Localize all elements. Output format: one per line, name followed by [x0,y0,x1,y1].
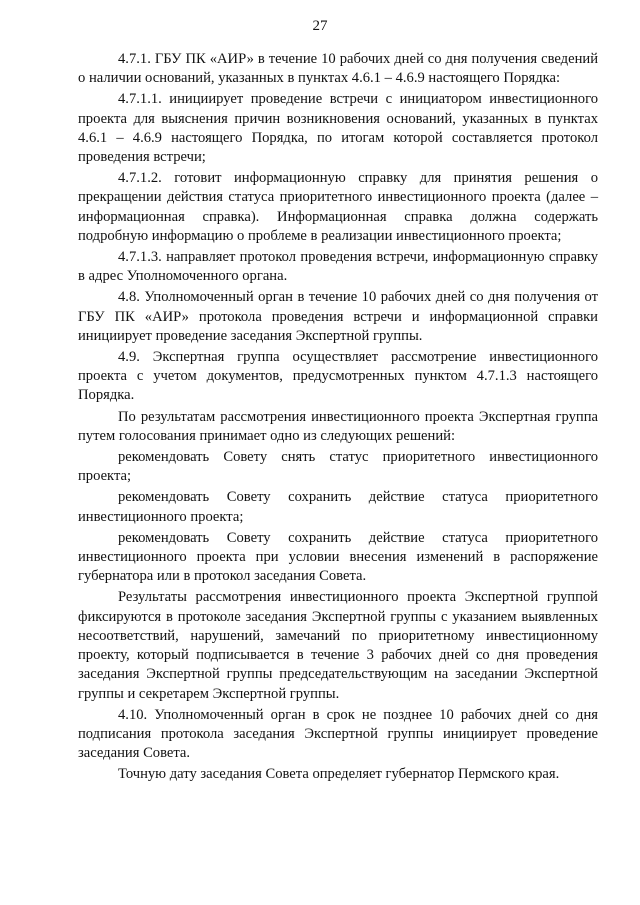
paragraph-4-7-1-2: 4.7.1.2. готовит информационную справку для принятия решения о прекращении действия статуса приоритетного инвестиционного проекта (далее – информационная справка). Информационная справка должна содержать подробную информацию о проблеме в реализации инвестиционного проекта; [78,170,598,244]
paragraph-4-8: 4.8. Уполномоченный орган в течение 10 рабочих дней со дня получения от ГБУ ПК «АИР» протокола проведения встречи и информационной справки инициирует проведение заседания Экспертной группы. [78,289,598,344]
paragraph-decision-remove-status: рекомендовать Совету снять статус приоритетного инвестиционного проекта; [78,449,598,485]
paragraph-4-9: 4.9. Экспертная группа осуществляет рассмотрение инвестиционного проекта с учетом документов, предусмотренных пунктом 4.7.1.3 настоящего Порядка. [78,349,598,404]
paragraph-decision-keep-status: рекомендовать Совету сохранить действие статуса приоритетного инвестиционного проекта; [78,489,598,525]
paragraph-4-7-1-1: 4.7.1.1. инициирует проведение встречи с инициатором инвестиционного проекта для выяснения причин возникновения оснований, указанных в пунктах 4.6.1 – 4.6.9 настоящего Порядка, по итогам которой составляется протокол проведения встречи; [78,91,598,166]
paragraph-decisions-intro: По результатам рассмотрения инвестиционного проекта Экспертная группа путем голосования принимает одно из следующих решений: [78,408,598,444]
document-body [78,50,598,787]
page-number: 27 [312,18,328,34]
paragraph-4-7-1: 4.7.1. ГБУ ПК «АИР» в течение 10 рабочих дней со дня получения сведений о наличии оснований, указанных в пунктах 4.6.1 – 4.6.9 настоящего Порядка: [78,51,598,87]
paragraph-results-protocol: Результаты рассмотрения инвестиционного проекта Экспертной группой фиксируются в протоколе заседания Экспертной группы с указанием выявленных несоответствий, нарушений, замечаний по приоритетному инвестиционному проекту, который подписывается в течение 3 рабочих дней со дня проведения заседания Экспертной группы председательствующим на заседании Экспертной группы и секретарем Экспертной группы. [78,589,598,702]
paragraph-4-10: 4.10. Уполномоченный орган в срок не позднее 10 рабочих дней со дня подписания протокола заседания Экспертной группы инициирует проведение заседания Совета. [78,706,598,762]
paragraph-4-7-1-3: 4.7.1.3. направляет протокол проведения встречи, информационную справку в адрес Уполномоченного органа. [78,249,598,285]
paragraph-decision-keep-status-with-changes: рекомендовать Совету сохранить действие статуса приоритетного инвестиционного проекта при условии внесения изменений в распоряжение губернатора или в протокол заседания Совета. [78,529,598,585]
paragraph-council-date: Точную дату заседания Совета определяет губернатор Пермского края. [118,766,560,783]
